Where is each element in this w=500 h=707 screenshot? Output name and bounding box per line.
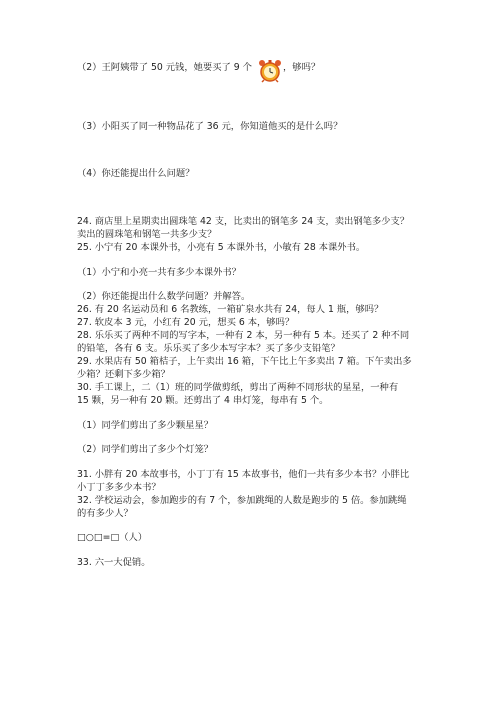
problem-30-line-2: 15 颗，另一种有 20 颗。还剪出了 4 串灯笼，每串有 5 个。 bbox=[77, 395, 329, 406]
problem-30-question-2: （2）同学们剪出了多少个灯笼？ bbox=[77, 444, 214, 455]
problem-33-text: 33. 六一大促销。 bbox=[77, 557, 151, 568]
question-2-text: （2）王阿姨带了 50 元钱，她要买了 9 个 bbox=[77, 62, 252, 73]
problem-28-line-1: 28. 乐乐买了两种不同的写字本，一种有 2 本，另一种有 5 本。还买了 2 种不同 bbox=[77, 330, 410, 341]
problem-30-line-1: 30. 手工课上，二（1）班的同学做剪纸，剪出了两种不同形状的星星，一种有 bbox=[77, 382, 399, 393]
problem-31-line-2: 小丁丁多多少本书？ bbox=[77, 482, 161, 493]
problem-30-question-1: （1）同学们剪出了多少颗星星？ bbox=[77, 420, 214, 431]
problem-25-question-1: （1）小宁和小亮一共有多少本课外书？ bbox=[77, 267, 241, 278]
question-4-text: （4）你还能提出什么问题？ bbox=[77, 168, 195, 179]
problem-26-text: 26. 有 20 名运动员和 6 名教练，一箱矿泉水共有 24，每人 1 瓶，够吗？ bbox=[77, 304, 384, 315]
problem-25-text: 25. 小宁有 20 本课外书，小亮有 5 本课外书，小敏有 28 本课外书。 bbox=[77, 242, 366, 253]
problem-32-line-1: 32. 学校运动会，参加跑步的有 7 个，参加跳绳的人数是跑步的 5 倍。参加跳绳 bbox=[77, 495, 407, 506]
problem-28-line-2: 的铅笔，各有 6 支。乐乐买了多少本写字本？买了多少支铅笔？ bbox=[77, 343, 340, 354]
alarm-clock-icon bbox=[257, 59, 283, 83]
problem-24-line-1: 24. 商店里上星期卖出圆珠笔 42 支，比卖出的钢笔多 24 支，卖出钢笔多少支？ bbox=[77, 216, 410, 227]
problem-24-line-2: 卖出的圆珠笔和钢笔一共多少支？ bbox=[77, 229, 217, 240]
problem-29-line-2: 少箱？还剩下多少箱？ bbox=[77, 369, 170, 380]
problem-27-text: 27. 软皮本 3 元，小红有 20 元，想买 6 本，够吗？ bbox=[77, 317, 295, 328]
question-3-text: （3）小阳买了同一种物品花了 36 元，你知道他买的是什么吗？ bbox=[77, 121, 343, 132]
problem-31-line-1: 31. 小胖有 20 本故事书，小丁丁有 15 本故事书，他们一共有多少本书？小胖比 bbox=[77, 469, 410, 480]
problem-32-line-2: 的有多少人？ bbox=[77, 508, 133, 519]
answer-formula: □○□=□（人） bbox=[77, 532, 148, 543]
problem-29-line-1: 29. 水果店有 50 箱桔子，上午卖出 16 箱，下午比上午多卖出 7 箱。下午卖出多 bbox=[77, 356, 412, 367]
problem-25-question-2: （2）你还能提出什么数学问题？并解答。 bbox=[77, 291, 251, 302]
question-2-suffix: ，够吗？ bbox=[283, 62, 321, 73]
